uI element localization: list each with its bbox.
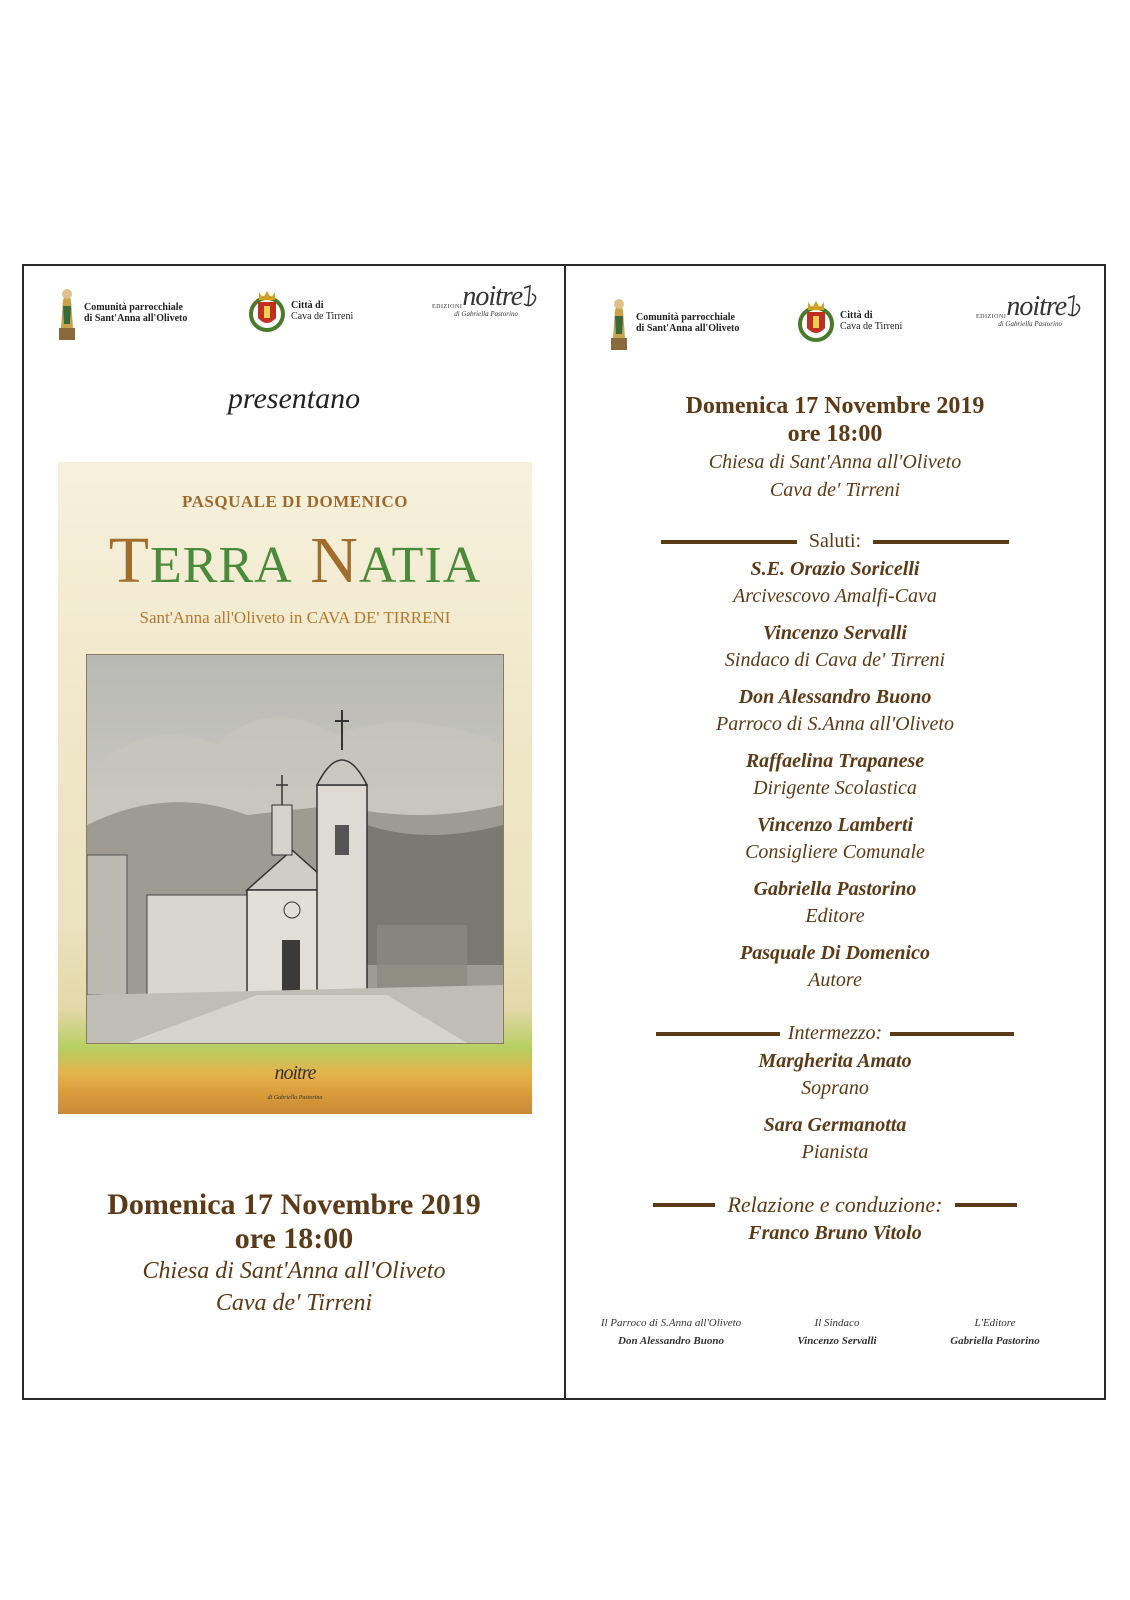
- person-name: Gabriella Pastorino: [753, 878, 917, 900]
- left-date: Domenica 17 Novembre 2019: [107, 1188, 481, 1221]
- signature-name: Don Alessandro Buono: [618, 1335, 724, 1347]
- right-saint-statue-icon: [608, 294, 630, 352]
- relazione-name: Franco Bruno Vitolo: [748, 1222, 922, 1244]
- divider-line: [661, 540, 797, 544]
- book-title: [58, 526, 532, 601]
- person-role: Editore: [805, 905, 865, 927]
- person-role: Arcivescovo Amalfi-Cava: [733, 585, 937, 607]
- right-city: Cava de' Tirreni: [769, 479, 901, 501]
- parish-line1: Comunità parrocchiale: [84, 302, 183, 313]
- right-city-line2: Cava de Tirreni: [840, 321, 903, 332]
- right-publisher-name: noitre: [1006, 291, 1067, 322]
- person-name: Raffaelina Trapanese: [745, 750, 925, 772]
- left-city: Cava de' Tirreni: [215, 1290, 373, 1316]
- publisher-logo: [432, 281, 540, 318]
- right-parish-line1: Comunità parrocchiale: [636, 312, 735, 323]
- signature-name: Vincenzo Servalli: [797, 1335, 877, 1347]
- saluti-header: [566, 530, 1104, 553]
- left-place: Chiesa di Sant'Anna all'Oliveto: [142, 1258, 446, 1284]
- left-time: ore 18:00: [234, 1222, 354, 1255]
- city-crest-icon: [249, 288, 285, 334]
- divider-line: [890, 1032, 1014, 1036]
- signature-editore: [910, 1314, 1080, 1350]
- right-city-line1: Città di: [840, 310, 873, 321]
- publisher-sub: di Gabriella Pastorino: [454, 310, 518, 318]
- person-name: Pasquale Di Domenico: [740, 942, 930, 964]
- relazione-header: [566, 1192, 1104, 1218]
- person-role: Sindaco di Cava de' Tirreni: [724, 649, 946, 671]
- signature-title: Il Parroco di S.Anna all'Oliveto: [600, 1317, 742, 1329]
- church-illustration: [86, 654, 504, 1044]
- saluti-person: [566, 748, 1104, 802]
- right-time: ore 18:00: [787, 421, 883, 447]
- saluti-person: [566, 876, 1104, 930]
- person-name: Sara Germanotta: [763, 1114, 907, 1136]
- person-role: Consigliere Comunale: [745, 841, 925, 863]
- intermezzo-person: [566, 1048, 1104, 1102]
- right-logo-row: [566, 291, 1104, 358]
- person-name: Vincenzo Lamberti: [756, 814, 914, 836]
- title-rest-2: ATIA: [358, 537, 482, 594]
- intermezzo-header: [566, 1022, 1104, 1045]
- divider-line: [873, 540, 1009, 544]
- saluti-person: [566, 940, 1104, 994]
- title-cap-t: T: [108, 524, 151, 597]
- relazione-person: [566, 1220, 1104, 1247]
- city-line1: Città di: [291, 300, 324, 311]
- saluti-label: Saluti:: [808, 530, 862, 552]
- right-panel: [564, 264, 1106, 1400]
- person-role: Soprano: [801, 1077, 869, 1099]
- left-panel: [22, 264, 566, 1400]
- signature-name: Gabriella Pastorino: [950, 1335, 1040, 1347]
- person-role: Autore: [808, 969, 862, 991]
- right-city-crest-icon: [798, 298, 834, 344]
- intermezzo-person: [566, 1112, 1104, 1166]
- right-publisher-logo: [976, 291, 1084, 328]
- divider-line: [656, 1032, 780, 1036]
- city-line2: Cava de Tirreni: [291, 311, 354, 322]
- right-city-logo: [798, 298, 902, 344]
- publisher-mark-icon: [522, 284, 540, 310]
- logo-row: [24, 281, 564, 348]
- person-name: Don Alessandro Buono: [738, 686, 932, 708]
- book-subtitle: Sant'Anna all'Oliveto in CAVA DE' TIRRENI: [139, 608, 451, 627]
- person-role: Pianista: [801, 1141, 869, 1163]
- right-parish-line2: di Sant'Anna all'Oliveto: [636, 323, 740, 334]
- person-role: Dirigente Scolastica: [753, 777, 917, 799]
- saluti-person: [566, 620, 1104, 674]
- relazione-label: Relazione e conduzione:: [727, 1192, 943, 1217]
- saint-statue-icon: [56, 284, 78, 342]
- publisher-name: noitre: [462, 281, 523, 312]
- parish-line2: di Sant'Anna all'Oliveto: [84, 313, 188, 324]
- person-name: Vincenzo Servalli: [763, 622, 907, 644]
- person-role: Parroco di S.Anna all'Oliveto: [716, 713, 954, 735]
- cover-publisher-name: noitre: [274, 1062, 316, 1084]
- signature-parroco: [586, 1314, 756, 1350]
- right-publisher-mark-icon: [1066, 294, 1084, 320]
- saluti-person: [566, 812, 1104, 866]
- signature-title: Il Sindaco: [814, 1317, 860, 1329]
- saluti-person: [566, 556, 1104, 610]
- city-logo: [249, 288, 353, 334]
- cover-publisher-logo: [58, 1060, 532, 1104]
- parish-logo: [56, 284, 187, 342]
- book-cover: [58, 462, 532, 1114]
- title-cap-n: N: [310, 524, 359, 597]
- publisher-prefix: EDIZIONI: [432, 304, 463, 310]
- cover-publisher-sub: di Gabriella Pastorino: [267, 1095, 323, 1101]
- right-publisher-prefix: EDIZIONI: [976, 314, 1007, 320]
- right-place: Chiesa di Sant'Anna all'Oliveto: [708, 451, 962, 473]
- presentano-text: presentano: [227, 382, 361, 415]
- right-date: Domenica 17 Novembre 2019: [685, 393, 985, 419]
- book-author: PASQUALE DI DOMENICO: [182, 492, 408, 511]
- divider-line: [653, 1203, 715, 1207]
- church-drawing-icon: [87, 655, 503, 1043]
- intermezzo-label: Intermezzo:: [787, 1022, 883, 1044]
- person-name: S.E. Orazio Soricelli: [750, 558, 920, 580]
- signature-title: L'Editore: [974, 1317, 1016, 1329]
- saluti-person: [566, 684, 1104, 738]
- right-publisher-sub: di Gabriella Pastorino: [998, 320, 1062, 328]
- person-name: Margherita Amato: [758, 1050, 912, 1072]
- divider-line: [955, 1203, 1017, 1207]
- right-parish-logo: [608, 294, 739, 352]
- signature-sindaco: [752, 1314, 922, 1350]
- title-rest-1: ERRA: [150, 537, 293, 594]
